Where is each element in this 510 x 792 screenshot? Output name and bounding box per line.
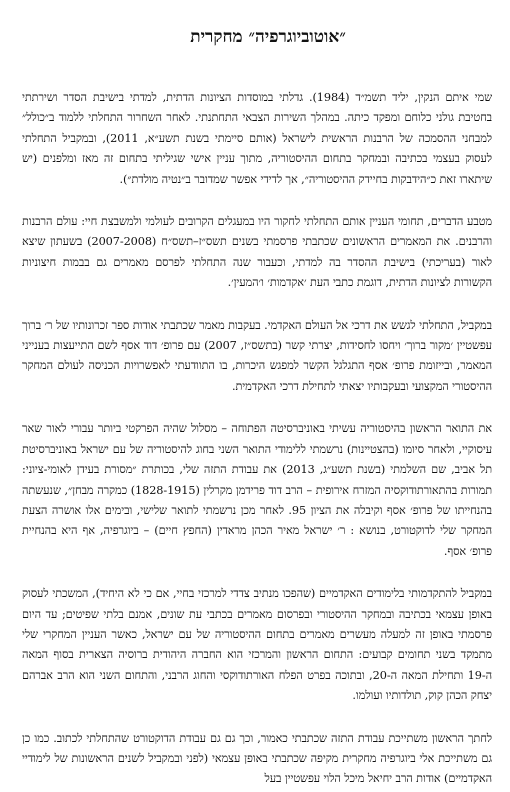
paragraph-research-fields: במקביל להתקדמותי בלימודים האקדמיים (שהפכו מנתיב צדדי למרכזי בחיי, אם כי לא היחיד), המשכתי לעסוק באופן עצמאי בכתיבה ובמחקר ההיסטורי ובפרסום מאמרים בכתבי עת שונים, אמנם בלתי שפיטים; עד היום פרסמתי באופן זה למעלה מעשרים מאמרים בתחום ההיסטוריה של עם ישראל, כאשר העניין המחקרי שלי מתמקד בשני תחומים קבועים: התחום הראשון והמרכזי הוא החברה היהודית ברוסיה הצארית בסוף המאה ה-19 ותחילת המאה ה-20, ובתוכה בפרט הפלח האורתודוקסי והחוג הרבני, והתחום השני הוא הרב אברהם יצחק הכהן קוק, תולדותיו ועולמו. — [22, 587, 492, 703]
paragraph-thesis-context: לחתך הראשון משתייכת עבודת התזה שכתבתי כאמור, וכך גם גם עבודת הדוקטורט שהתחלתי לכתוב. כמו כן גם משתייכת אלי ביוגרפיה מחקרית מקיפה שכתבתי באופן עצמאי (לפני ובמקביל לשנים הראשונות של לימודיי האקדמיים) אודות הרב יחיאל מיכל הלוי עפשטיין בעל — [22, 731, 492, 786]
document-title: ״אוטוביוגרפיה״ מחקרית — [190, 27, 346, 47]
document-body — [22, 88, 492, 790]
paragraph-early-interests: מטבע הדברים, תחומי העניין אותם התחלתי לחקור היו במעגלים הקרובים לעולמי ולמשבצת חיי: עולם הרבנות והרבנים. את המאמרים הראשונים שכתבתי פרסמתי בשנים תשס״ז–תשס״ח (2007-2008) בשעתון שיצא לאור (בעריכתי) בישיבת ההסדר בה למדתי, וכעבור שנה התחלתי לפרסם מאמרים גם בבמות חיצוניות הקשורות לציונות הדתית, דוגמת כתבי העת ׳אקדמות׳ ו׳המעין׳. — [22, 215, 492, 290]
document-page — [22, 0, 492, 792]
paragraph-background: שמי איתם הנקין, יליד תשמ״ד (1984). גדלתי במוסדות הציונות הדתית, למדתי בישיבת הסדר ושירתתי בחטיבת גולני כלוחם ומפקד כיתה. במהלך השירות הצבאי התחתנתי. לאחר השחרור התחלתי ללמוד ב״כולל״ למבחני ההסמכה של הרבנות הראשית לישראל (אותם סיימתי בשנת תשע״א, 2011), ובמקביל התחלתי לעסוק בעצמי בכתיבה ובמחקר בתחום ההיסטוריה, מתוך עניין אישי שגיליתי בתחום זה מאז ומלפנים (יש שיתארו זאת כ״הידבקות בחיידק ההיסטוריה״, אך לדידי אפשר שמדובר ב״נטיה מולדת״). — [22, 91, 492, 186]
paragraph-academic-start: במקביל, התחלתי לגשש את דרכי אל העולם האקדמי. בעקבות מאמר שכתבתי אודות ספר זכרונותיו של ר׳ ברוך עפשטיין ׳מקור ברוך׳ ויחסו לחסידות, יצרתי קשר (בתשס״ז, 2007) עם פרופ׳ דוד אסף לשם התייעצות בענייני המאמר, ובייזומת פרופ׳ אסף התגלגל הקשר למפגש היכרות, בו התוודעתי לאפשרויות הכניסה לעולם המחקר ההיסטורי המקצועי ובעקבותיו יצאתי לתחילת דרכי האקדמית. — [22, 318, 492, 393]
paragraph-degrees: את התואר הראשון בהיסטוריה עשיתי באוניברסיטה הפתוחה – מסלול שהיה הפרקטי ביותר עבורי לאור שאר עיסוקיי, ולאחר סיומו (בהצטיינות) נרשמתי ללימודי התואר השני בחוג להיסטוריה של עם ישראל באוניברסיטת תל אביב, שם השלמתי (בשנת תשע״ג, 2013) את עבודת התזה שלי, בכותרת ״מסורת בעידן לאומי-ציוני: תמורות בהתאורתודוקסיה המזרח אירופית – הרב דוד פרידמן מקרלין (1828-1915) כמקרה מבחן״, שנעשתה בהנחייתו של פרופ׳ אסף וקיבלה את הציון 95. לאחר מכן נרשמתי לתואר שלישי, ובימים אלו אושרה הצעת המחקר שלי לדוקטורט, בנושא : ר׳ ישראל מאיר הכהן מראדין (החפץ חיים) – ביוגרפיה, אף היא בהנחיית פרופ׳ אסף. — [22, 422, 492, 558]
